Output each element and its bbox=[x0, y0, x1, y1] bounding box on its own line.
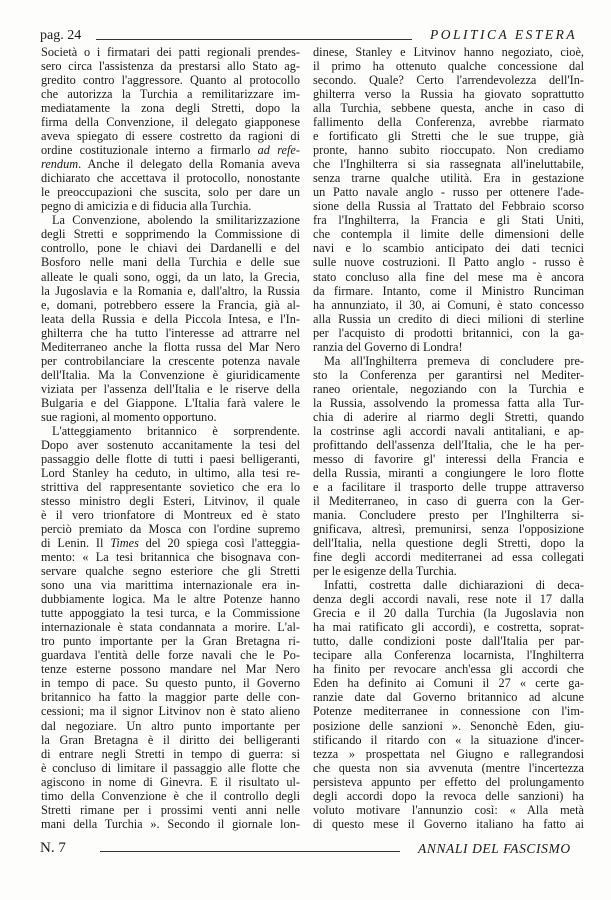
text-line: chia di aderire al riarmo degli Stretti, quando bbox=[313, 409, 584, 424]
text-line: le preoccupazioni che suscita, solo per dare un bbox=[41, 185, 300, 200]
text-segment: del 20 spiega così l'atteggia- bbox=[138, 536, 300, 551]
text-line: stesso ministro degli Esteri, Litvinov, il quale bbox=[41, 494, 300, 508]
text-line: che autorizza la Turchia a remilitarizzare im- bbox=[41, 87, 300, 102]
header-rule bbox=[96, 39, 412, 40]
text-line: per controbilanciare la crescente potenza navale bbox=[41, 353, 300, 368]
text-line: è concluso di limitare il passaggio alle flotte che bbox=[41, 760, 300, 775]
text-line: internazionale è stata condannata a morire. L'al- bbox=[41, 620, 300, 635]
text-line: di entrare negli Stretti in tempo di guerra: si bbox=[41, 746, 300, 761]
text-line: ghilterra verso la Russia ha giovato soprattutto bbox=[313, 87, 584, 102]
text-line: aveva spiegato di essere costretto da ragioni di bbox=[41, 129, 300, 144]
text-line: Bulgaria e del Giappone. L'Italia farà valere le bbox=[41, 395, 300, 410]
text-line: Dopo aver sostenuto accanitamente la tesi del bbox=[41, 437, 300, 452]
text-line: controllo, pone le chiavi dei Dardanelli e del bbox=[41, 241, 300, 256]
text-line: che contempla il limite delle dimensioni delle bbox=[313, 227, 584, 242]
text-line: stato concluso alla fine del mese ma è ancora bbox=[313, 269, 584, 284]
text-line: Società o i firmatari dei patti regionali prendes- bbox=[41, 45, 300, 59]
journal-title: ANNALI DEL FASCISMO bbox=[418, 841, 571, 856]
text-line: navi e lo scambio anticipato dei dati tecnici bbox=[313, 241, 584, 256]
text-column-left bbox=[41, 45, 300, 831]
text-line: raneo orientale, negoziando con la Turchia e bbox=[313, 381, 584, 396]
text-line: tro punto importante per la Gran Bretagna ri- bbox=[41, 634, 300, 649]
text-line: ha mai ratificato gli accordi), e costretta, soprat- bbox=[313, 620, 584, 635]
text-line: Bosforo nelle mani della Turchia e delle sue bbox=[41, 255, 300, 270]
text-line: messo di favorire gl' interessi della Francia e bbox=[313, 451, 584, 466]
text-line: della Russia, miranti a congiungere le loro flotte bbox=[313, 465, 584, 480]
text-segment: . Anche il delegato della Romania aveva bbox=[78, 157, 300, 172]
text-line: sione della Russia al Trattato del Febbraio scorso bbox=[313, 199, 584, 214]
text-line: dichiarato che accettava il protocollo, nonostante bbox=[41, 171, 300, 186]
text-line: fra l'Inghilterra, la Francia e gli Stati Uniti, bbox=[313, 213, 584, 228]
text-line: la Russia, assolvendo la promessa fatta alla Tur- bbox=[313, 395, 584, 410]
text-line: e, domani, potrebbero essere la Francia, già al- bbox=[41, 297, 300, 312]
text-line: ghilterra che ha tutto l'interesse ad attrarre nel bbox=[41, 325, 300, 340]
text-line: voluto motivare l'annunzio così: « Alla metà bbox=[313, 802, 584, 817]
text-line: agiscono in nome di Ginevra. E il risultato ul- bbox=[41, 774, 300, 789]
text-line: cessioni; ma il signor Litvinov non è stato alieno bbox=[41, 704, 300, 719]
italic-text: Times bbox=[110, 536, 139, 551]
text-line: dubbiamente logica. Ma le altre Potenze hanno bbox=[41, 592, 300, 607]
text-line: sulle nuove costruzioni. Il Patto anglo - russo è bbox=[313, 255, 584, 270]
text-line: gredito contro l'aggressore. Quanto al protocollo bbox=[41, 73, 300, 88]
text-line: è il vero trionfatore di Montreux ed è stato bbox=[41, 508, 300, 523]
text-line: Lord Stanley ha ceduto, in ultimo, alla tesi re- bbox=[41, 465, 300, 480]
text-segment: ordine costituzionale interno a firmarlo bbox=[41, 143, 258, 158]
text-line: ha annunziato, il 30, ai Comuni, è stato concesso bbox=[313, 297, 584, 312]
text-line: la costrinse agli accordi navali antitaliani, e ap- bbox=[313, 423, 584, 438]
text-line: degli Stretti e sopprimendo la Commissione di bbox=[41, 227, 300, 242]
text-line: che questa non sia avvenuta (mentre l'incertezza bbox=[313, 760, 584, 775]
italic-text: rendum bbox=[41, 157, 79, 172]
text-line bbox=[41, 157, 300, 171]
text-line: sono una via marittima internazionale era in- bbox=[41, 578, 300, 593]
text-line: secondo. Quale? Certo l'arrendevolezza dell'In- bbox=[313, 73, 584, 88]
text-line bbox=[41, 143, 300, 157]
text-line: fine degli accordi mediterranei ad essa collegati bbox=[313, 550, 584, 565]
text-line: sto la Conferenza per garantirsi nel Mediter- bbox=[313, 367, 584, 382]
text-line: La Convenzione, abolendo la smilitarizzazione bbox=[52, 213, 300, 228]
text-line: Potenze mediterranee in connessione con l'im- bbox=[313, 704, 584, 719]
text-line: servare qualche segno esteriore che gli Stretti bbox=[41, 564, 300, 579]
text-line: sue ragioni, al momento opportuno. bbox=[41, 409, 217, 424]
text-line: persisteva appunto per effetto del prolungamento bbox=[313, 774, 584, 789]
text-line: profittando dell'assenza dell'Italia, che le ha per- bbox=[313, 437, 584, 452]
text-line: mania. Concludere presto per l'Inghilterra si- bbox=[313, 508, 584, 523]
text-line: in tempo di pace. Su questo punto, il Governo bbox=[41, 676, 300, 691]
text-line: dell'Italia, nella questione degli Stretti, dopo la bbox=[313, 536, 584, 551]
text-segment: di Lenin. Il bbox=[41, 536, 111, 551]
text-line: leata della Russia e della Piccola Intesa, e l'In- bbox=[41, 311, 300, 326]
text-line: il primo ha ottenuto qualche concessione dal bbox=[313, 59, 584, 74]
text-line: ha finito per revocare anch'essa gli accordi che bbox=[313, 662, 584, 677]
text-line: gnificava, altresì, premunirsi, senza l'opposizione bbox=[313, 522, 584, 537]
text-line: tutte appoggiato la tesi turca, e la Commissione bbox=[41, 606, 300, 621]
text-line: per le esigenze della Turchia. bbox=[313, 564, 457, 579]
text-line: pegno di amicizia e di fiducia alla Turchia. bbox=[41, 199, 252, 214]
text-line: pronte, hanno subito rioccupato. Non crediamo bbox=[313, 143, 584, 158]
text-line: tezza » prospettata nel Giugno e rallegrandosi bbox=[313, 746, 584, 761]
issue-number: N. 7 bbox=[40, 840, 66, 856]
text-line: viziata per l'assenza dell'Italia e le riserve della bbox=[41, 381, 300, 396]
text-line: Eden ha definito ai Comuni il 27 « certe ga- bbox=[313, 676, 584, 691]
text-line: dal negoziare. Un altro punto importante per bbox=[41, 718, 300, 733]
text-line: mediatamente la zona degli Stretti, dopo la bbox=[41, 101, 300, 116]
running-head: POLITICA ESTERA bbox=[430, 27, 578, 42]
text-line: ranzie date dal Governo britannico ad alcune bbox=[313, 690, 584, 705]
text-line: Infatti, costretta dalle dichiarazioni di deca- bbox=[324, 578, 584, 593]
text-line: Grecia e il 20 dalla Turchia (la Jugoslavia non bbox=[313, 606, 584, 621]
text-line: di questo mese il Governo italiano ha fatto ai bbox=[313, 816, 584, 831]
text-line bbox=[41, 536, 300, 550]
text-line: L'atteggiamento britannico è sorprendente. bbox=[52, 423, 300, 438]
text-line: tenze esterne possono mandare nel Mar Nero bbox=[41, 662, 300, 677]
text-line: e a facilitare il trasporto delle truppe attraverso bbox=[313, 479, 584, 494]
footer-rule bbox=[100, 851, 400, 852]
text-line: Ma all'Inghilterra premeva di concludere pre- bbox=[324, 353, 584, 368]
text-line: alla Turchia, sebbene questa, anche in caso di bbox=[313, 101, 584, 116]
text-line: la Gran Bretagna è il diritto dei belligeranti bbox=[41, 732, 300, 747]
text-line: strittiva del rappresentante sovietico che era lo bbox=[41, 479, 300, 494]
text-line: e fortificato gli Stretti che le sue truppe, già bbox=[313, 129, 584, 144]
text-line: un Patto navale anglo - russo per ottenere l'ade- bbox=[313, 185, 584, 200]
text-line: britannico ha fatto la maggior parte delle con- bbox=[41, 690, 300, 705]
text-line: mani della Turchia ». Secondo il giornale lon- bbox=[41, 816, 300, 831]
text-line: passaggio delle flotte di tutti i paesi belligeranti, bbox=[41, 451, 300, 466]
text-line: per l'acquisto di prodotti britannici, con la ga- bbox=[313, 325, 584, 340]
text-line: ranzia del Governo di Londra! bbox=[313, 339, 463, 354]
text-line: dell'Italia. Ma la Convenzione è giuridicamente bbox=[41, 367, 300, 382]
text-line: dinese, Stanley e Litvinov hanno negoziato, cioè, bbox=[313, 45, 584, 59]
text-line: Mediterraneo anche la flotta russa del Mar Nero bbox=[41, 339, 300, 354]
text-line: guardava l'entità delle forze navali che le Po- bbox=[41, 648, 300, 663]
italic-text: ad refe- bbox=[257, 143, 300, 158]
text-line: tutto, dalle condizioni poste dall'Italia per par- bbox=[313, 634, 584, 649]
text-line: mento: « La tesi britannica che bisognava con- bbox=[41, 550, 300, 565]
text-line: la Jugoslavia e la Romania e, dall'altro, la Russia bbox=[41, 283, 300, 298]
text-line: il Mediterraneo, in caso di guerra con la Ger- bbox=[313, 494, 584, 508]
text-line: stificando il ritardo con « la situazione d'incer- bbox=[313, 732, 584, 747]
text-line: fallimento della Conferenza, avrebbe riarmato bbox=[313, 115, 584, 130]
text-line: alleate le quali sono, oggi, da un lato, la Grecia, bbox=[41, 269, 300, 284]
text-line: tecipare alla Conferenza locarnista, l'Inghilterra bbox=[313, 648, 584, 663]
text-line: da firmare. Intanto, come il Ministro Runciman bbox=[313, 283, 584, 298]
text-line: timo della Convenzione è che il controllo degli bbox=[41, 788, 300, 803]
text-line: sero circa l'assistenza da prestarsi allo Stato ag- bbox=[41, 59, 300, 74]
text-line: denza degli accordi navali, rese note il 17 dalla bbox=[313, 592, 584, 607]
text-line: degli accordi dopo la revoca delle sanzioni) ha bbox=[313, 788, 584, 803]
text-column-right bbox=[313, 45, 584, 831]
text-line: posizione delle sanzioni ». Senonchè Eden, giu- bbox=[313, 718, 584, 733]
page-number: pag. 24 bbox=[40, 28, 82, 43]
text-line: senza trarne qualche utilità. Era in gestazione bbox=[313, 171, 584, 186]
text-line: Stretti rimane per i prossimi venti anni nelle bbox=[41, 802, 300, 817]
text-line: firma della Convenzione, il delegato giapponese bbox=[41, 115, 300, 130]
text-line: che l'Inghilterra si sia rassegnata all'ineluttabile, bbox=[313, 157, 584, 172]
text-line: alla Russia un credito di dieci milioni di sterline bbox=[313, 311, 584, 326]
text-line: perciò premiato da Mosca con l'ordine supremo bbox=[41, 522, 300, 537]
